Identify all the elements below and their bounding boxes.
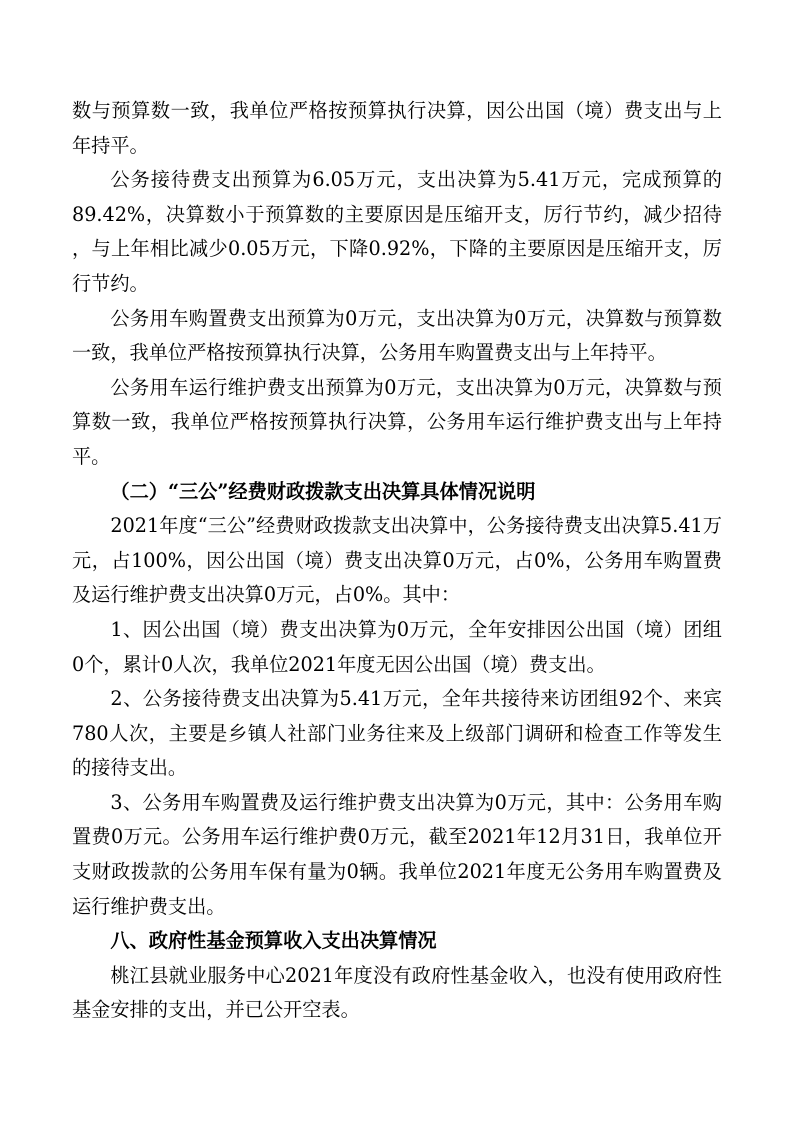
paragraph-government-fund: 桃江县就业服务中心2021年度没有政府性基金收入，也没有使用政府性基金安排的支出，并已公开空表。 bbox=[72, 963, 722, 1022]
paragraph-continuation: 数与预算数一致，我单位严格按预算执行决算，因公出国（境）费支出与上年持平。 bbox=[72, 99, 722, 157]
section-heading-three-public: （二）“三公”经费财政拨款支出决算具体情况说明 bbox=[110, 479, 536, 503]
paragraph-vehicle-detail: 3、公务用车购置费及运行维护费支出决算为0万元，其中：公务用车购置费0万元。公务用车运行维护费0万元，截至2021年12月31日，我单位开支财政拨款的公务用车保有量为0辆。我单位2021年度无公务用车购置费及运行维护费支出。 bbox=[72, 790, 722, 918]
paragraph-reception-detail: 2、公务接待费支出决算为5.41万元，全年共接待来访团组92个、来宾780人次，主要是乡镇人社部门业务往来及上级部门调研和检查工作等发生的接待支出。 bbox=[72, 687, 722, 780]
paragraph-vehicle-maintenance: 公务用车运行维护费支出预算为0万元，支出决算为0万元，决算数与预算数一致，我单位严格按预算执行决算，公务用车运行维护费支出与上年持平。 bbox=[72, 375, 722, 468]
paragraph-vehicle-purchase: 公务用车购置费支出预算为0万元，支出决算为0万元，决算数与预算数一致，我单位严格按预算执行决算，公务用车购置费支出与上年持平。 bbox=[72, 306, 722, 365]
paragraph-overseas-travel: 1、因公出国（境）费支出决算为0万元，全年安排因公出国（境）团组0个，累计0人次，我单位2021年度无因公出国（境）费支出。 bbox=[72, 617, 722, 676]
paragraph-reception-expense: 公务接待费支出预算为6.05万元，支出决算为5.41万元，完成预算的89.42%，决算数小于预算数的主要原因是压缩开支，厉行节约，减少招待 ，与上年相比减少0.05万元，下降0.92%，下降的主要原因是压缩开支，厉行节约。 bbox=[72, 168, 722, 295]
section-heading-government-fund: 八、政府性基金预算收入支出决算情况 bbox=[110, 929, 437, 953]
paragraph-three-public-summary: 2021年度“三公”经费财政拨款支出决算中，公务接待费支出决算5.41万元，占100%，因公出国（境）费支出决算0万元，占0%，公务用车购置费及运行维护费支出决算0万元，占0%。其中： bbox=[72, 514, 722, 607]
document-page bbox=[72, 94, 722, 1028]
